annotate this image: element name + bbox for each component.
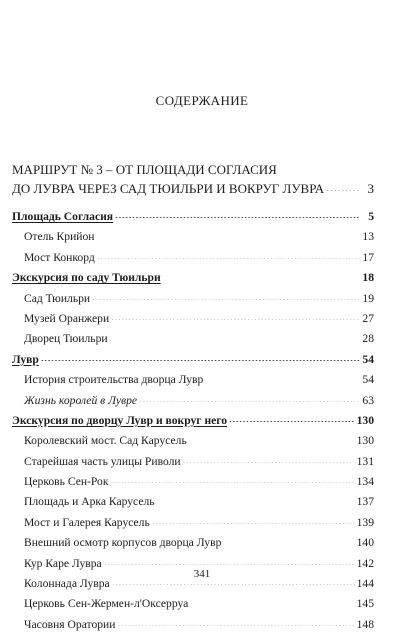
toc-entry [12, 431, 374, 451]
dot-leader [104, 553, 355, 565]
dot-leader [223, 533, 354, 545]
toc-entry-title: Королевский мост. Сад Карусель [24, 434, 187, 448]
toc-entry-page: 18 [362, 271, 374, 285]
dot-leader [190, 594, 354, 606]
toc-entry-page: 63 [362, 393, 374, 407]
dot-leader [183, 451, 355, 463]
toc-entry-title: История строительства дворца Лувр [24, 373, 204, 387]
page-number: 341 [193, 568, 211, 580]
toc-entry-page: 17 [362, 250, 374, 264]
toc-entry-title: Жизнь королей в Лувре [24, 393, 138, 407]
toc-entry [12, 391, 374, 411]
dot-leader [111, 308, 360, 320]
dot-leader [115, 206, 360, 218]
toc-section [12, 350, 374, 370]
toc-entry-title: Экскурсия по саду Тюильри [12, 271, 161, 285]
toc-entry-title: Церковь Сен-Рок [24, 475, 109, 489]
toc-entry [12, 329, 374, 349]
toc-section [12, 411, 374, 431]
toc-entry [12, 472, 374, 492]
toc-entry [12, 248, 374, 268]
toc-entry-title: Кур Каре Лувра [24, 556, 102, 570]
dot-leader [229, 410, 355, 422]
toc-entry-page: 131 [356, 454, 374, 468]
toc-entry-title: Лувр [12, 352, 39, 366]
toc-entry-title: Внешний осмотр корпусов дворца Лувр [24, 536, 222, 550]
toc-section [12, 268, 374, 288]
dot-leader [97, 247, 360, 259]
toc-entry-page: 134 [356, 475, 374, 489]
toc-entry-title: Колоннада Лувра [24, 577, 110, 591]
toc-entry-title: Отель Крийон [24, 230, 95, 244]
dot-leader [189, 431, 355, 443]
toc-entry-page: 28 [362, 332, 374, 346]
toc-entry-title: Мост и Галерея Карусель [24, 515, 150, 529]
toc-entry-page: 148 [356, 617, 374, 631]
toc-entry-page: 130 [356, 413, 374, 427]
dot-leader [92, 288, 360, 300]
dot-leader [326, 178, 360, 191]
dot-leader [41, 349, 360, 361]
dot-leader [111, 471, 355, 483]
toc-entry [12, 227, 374, 247]
toc-entry-title: Музей Оранжери [24, 311, 110, 325]
toc-entry-title: Часовня Оратории [24, 617, 116, 631]
toc-entry [12, 452, 374, 472]
toc-entry-page: 130 [356, 434, 374, 448]
dot-leader [117, 614, 354, 626]
toc-entry-title: Дворец Тюильри [24, 332, 108, 346]
dot-leader [97, 227, 361, 239]
toc-entry-title: Площадь и Арка Карусель [24, 495, 155, 509]
toc-entry-title: Площадь Согласия [12, 210, 114, 223]
toc-entry-title: Экскурсия по дворцу Лувр и вокруг него [12, 413, 228, 427]
page-title: СОДЕРЖАНИЕ [155, 93, 249, 108]
dot-leader [139, 390, 360, 402]
toc-entry-page: 54 [362, 373, 374, 387]
dot-leader [163, 268, 360, 280]
toc-entry [12, 492, 374, 512]
toc-entry-page: 144 [356, 577, 374, 591]
route-page-number: 3 [367, 181, 374, 196]
route-heading [12, 160, 374, 198]
route-heading-line-2 [12, 179, 374, 198]
toc-entry-page: 145 [356, 597, 374, 611]
toc-entry-page: 139 [356, 515, 374, 529]
toc-entry-title: Старейшая часть улицы Риволи [24, 454, 181, 468]
dot-leader [157, 492, 355, 504]
dot-leader [152, 512, 355, 524]
dot-leader [205, 370, 360, 382]
toc-entry-title: Мост Конкорд [24, 250, 95, 264]
route-heading-line-2-text: ДО ЛУВРА ЧЕРЕЗ САД ТЮИЛЬРИ И ВОКРУГ ЛУВРА [12, 181, 325, 196]
dot-leader [110, 329, 360, 341]
toc-entry [12, 370, 374, 390]
toc-entry-page: 142 [356, 556, 374, 570]
toc-entry-page: 140 [356, 536, 374, 550]
toc-entry-page: 27 [362, 311, 374, 325]
toc-entry [12, 289, 374, 309]
toc-entry [12, 594, 374, 614]
toc-entry-page: 137 [356, 495, 374, 509]
toc-entry [12, 615, 374, 635]
toc-entry-page: 54 [362, 352, 374, 366]
toc-entry-page: 19 [362, 291, 374, 305]
toc-entry-page: 5 [368, 210, 374, 223]
toc-entry-page: 13 [362, 230, 374, 244]
toc-section [12, 207, 374, 227]
toc-entry-title: Сад Тюильри [24, 291, 91, 305]
toc-entry-title: Церковь Сен-Жермен-л'Оксерруа [24, 597, 189, 611]
toc-entry [12, 533, 374, 553]
toc-entry [12, 513, 374, 533]
route-heading-line-1: МАРШРУТ № 3 – ОТ ПЛОЩАДИ СОГЛАСИЯ [12, 162, 277, 177]
toc-entry [12, 309, 374, 329]
